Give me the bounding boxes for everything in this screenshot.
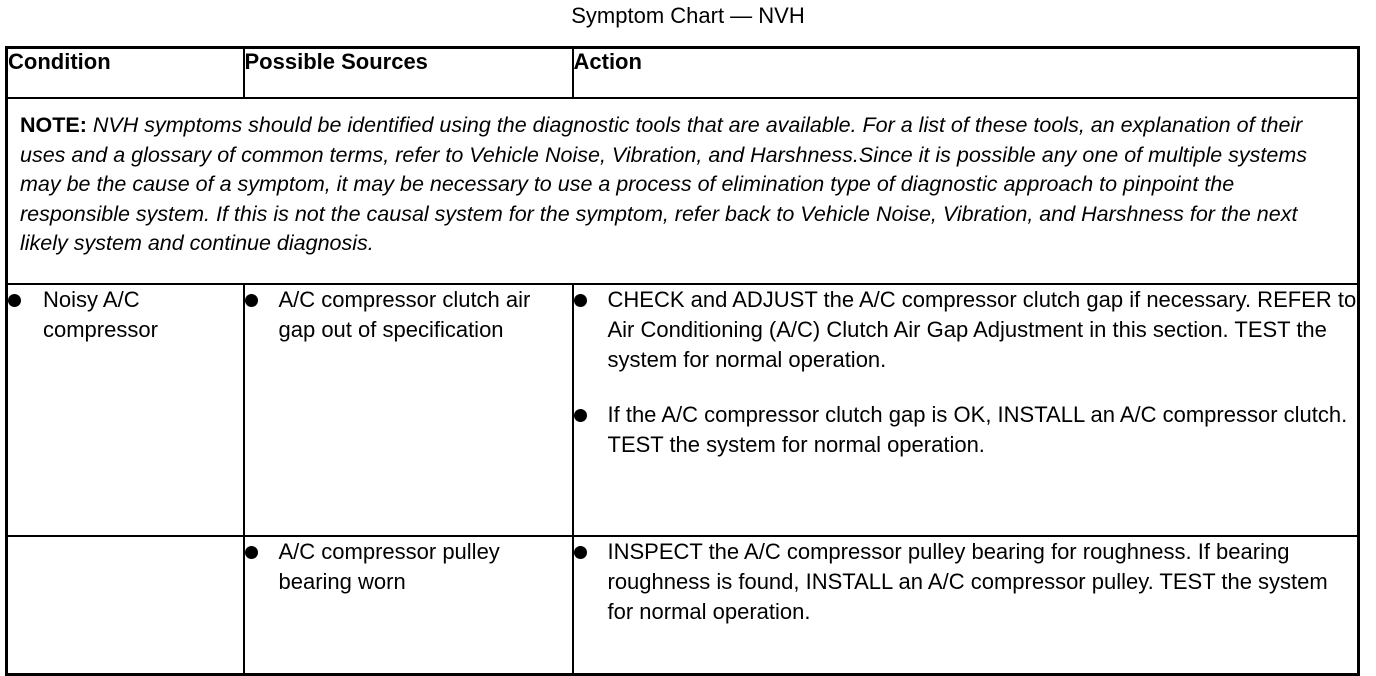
note-cell bbox=[7, 98, 1359, 284]
header-action: Action bbox=[573, 48, 1359, 99]
chart-title: Symptom Chart — NVH bbox=[571, 3, 805, 28]
header-possible-sources: Possible Sources bbox=[244, 48, 573, 99]
condition-item bbox=[8, 285, 243, 345]
bullet-icon bbox=[245, 546, 258, 559]
source-item bbox=[245, 537, 572, 597]
header-condition: Condition bbox=[7, 48, 244, 99]
bullet-icon bbox=[574, 546, 587, 559]
source-text: A/C compressor clutch air gap out of specification bbox=[278, 287, 531, 342]
note-text: NVH symptoms should be identified using the diagnostic tools that are available. For a list of these tools, an explanation of their uses and a glossary of common terms, refer to Vehicle Noise, Vibration, and Harshness.Since it is possible any one of multiple systems may be the cause of a symptom, it may be necessary to use a process of elimination type of diagnostic approach to pinpoint the responsible system. If this is not the causal system for the symptom, refer back to Vehicle Noise, Vibration, and Harshness for the next likely system and continue diagnosis. bbox=[20, 113, 1308, 255]
source-cell bbox=[244, 284, 573, 536]
action-item bbox=[574, 537, 1358, 627]
action-cell bbox=[573, 284, 1359, 536]
source-item bbox=[245, 285, 572, 345]
note-label: NOTE: bbox=[20, 113, 87, 137]
bullet-icon bbox=[8, 294, 21, 307]
table-row bbox=[7, 284, 1359, 536]
action-item bbox=[574, 285, 1358, 375]
note-row bbox=[7, 98, 1359, 284]
action-cell bbox=[573, 536, 1359, 675]
table-row bbox=[7, 536, 1359, 675]
symptom-chart-table bbox=[5, 46, 1360, 676]
source-cell bbox=[244, 536, 573, 675]
bullet-icon bbox=[574, 409, 587, 422]
action-text: CHECK and ADJUST the A/C compressor clutch gap if necessary. REFER to Air Conditioning (A/C) Clutch Air Gap Adjustment in this section. TEST the system for normal operation. bbox=[607, 287, 1357, 372]
condition-cell bbox=[7, 284, 244, 536]
condition-cell-empty bbox=[7, 536, 244, 675]
bullet-icon bbox=[574, 294, 587, 307]
source-text: A/C compressor pulley bearing worn bbox=[278, 539, 500, 594]
action-text: INSPECT the A/C compressor pulley bearing for roughness. If bearing roughness is found, INSTALL an A/C compressor pulley. TEST the system for normal operation. bbox=[607, 539, 1328, 624]
action-text: If the A/C compressor clutch gap is OK, INSTALL an A/C compressor clutch. TEST the system for normal operation. bbox=[607, 402, 1348, 457]
bullet-icon bbox=[245, 294, 258, 307]
condition-text: Noisy A/C compressor bbox=[43, 287, 158, 342]
header-row bbox=[7, 48, 1359, 99]
action-item bbox=[574, 400, 1358, 460]
